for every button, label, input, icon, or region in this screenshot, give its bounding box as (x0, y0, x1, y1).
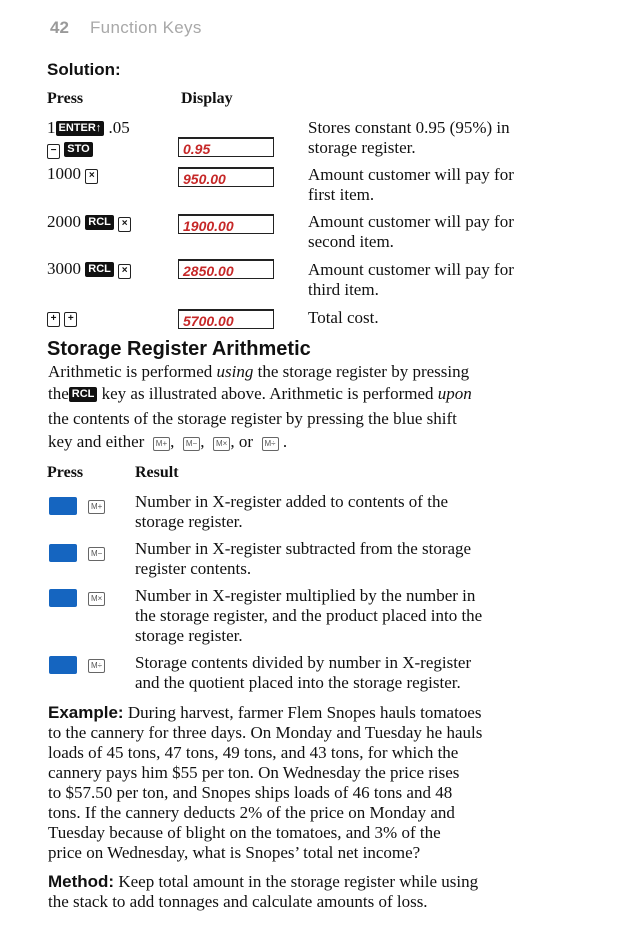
display-value: 5700.00 (178, 309, 274, 329)
storage-paragraph-line-1: Arithmetic is performed using the storage register by pressing (48, 362, 470, 381)
solution-row-5-keys (47, 307, 77, 327)
example-label: Example: (48, 703, 124, 722)
page-header-title: Function Keys (90, 18, 202, 37)
example-line: Tuesday because of blight on the tomatoes, and 3% of the (48, 823, 441, 842)
description-line: Stores constant 0.95 (95%) in (308, 118, 510, 137)
multiply-key: × (118, 264, 131, 279)
example-line: price on Wednesday, what is Snopes’ total net income? (48, 843, 421, 862)
solution-row-1-keys-line2 (47, 139, 93, 159)
result-line: Number in X-register multiplied by the number in (135, 586, 476, 605)
keystroke-number: 2000 (47, 212, 81, 231)
result-line: and the quotient placed into the storage register. (135, 673, 461, 692)
keystroke-number: .05 (108, 118, 130, 137)
example-line: to $57.50 per ton, and Snopes ships loads of 46 tons and 48 (48, 783, 453, 802)
keystroke-number: 1000 (47, 164, 81, 183)
plus-key: + (64, 312, 77, 327)
blue-shift-key (49, 497, 77, 515)
display-column-header: Display (181, 90, 233, 107)
rcl-key: RCL (69, 387, 98, 402)
storage-paragraph-line-2: the RCL key as illustrated above. Arithmetic is performed upon (48, 384, 472, 403)
display-value: 2850.00 (178, 259, 274, 279)
method-label: Method: (48, 872, 115, 891)
keystroke-number: 1 (47, 118, 56, 137)
result-line: Number in X-register subtracted from the storage (135, 539, 472, 558)
description-line: Amount customer will pay for (308, 212, 514, 231)
enter-key: ENTER↑ (56, 121, 105, 136)
example-line: cannery pays him $55 per ton. On Wednesday the price rises (48, 763, 460, 782)
m-multiply-key: M× (213, 437, 230, 451)
description-line: third item. (308, 280, 379, 299)
description-line: Total cost. (308, 308, 379, 327)
plus-key: + (47, 312, 60, 327)
press-column-header: Press (47, 464, 84, 481)
storage-paragraph-line-4: key and either M+ , M− , M× , or M÷ . (48, 432, 288, 451)
m-plus-key: M+ (88, 500, 105, 514)
m-minus-key: M− (88, 547, 105, 561)
description-line: Amount customer will pay for (308, 260, 514, 279)
keystroke-number: 3000 (47, 259, 81, 278)
blue-shift-key (49, 589, 77, 607)
description-line: storage register. (308, 138, 416, 157)
solution-row-4-keys (47, 259, 131, 279)
example-line: loads of 45 tons, 47 tons, 49 tons, and 43 tons, for which the (48, 743, 459, 762)
description-line: second item. (308, 232, 394, 251)
result-line: storage register. (135, 512, 243, 531)
display-value: 0.95 (178, 137, 274, 157)
result-column-header: Result (135, 464, 179, 481)
m-multiply-key: M× (88, 592, 105, 606)
solution-row-2-keys (47, 164, 98, 184)
multiply-key: × (118, 217, 131, 232)
result-line: Storage contents divided by number in X-register (135, 653, 472, 672)
solution-label: Solution: (47, 60, 121, 79)
display-value: 950.00 (178, 167, 274, 187)
blue-shift-key (49, 544, 77, 562)
m-plus-key: M+ (153, 437, 170, 451)
display-value: 1900.00 (178, 214, 274, 234)
solution-row-3-keys (47, 212, 131, 232)
result-line: register contents. (135, 559, 252, 578)
method-line: the stack to add tonnages and calculate amounts of loss. (48, 892, 428, 911)
example-line: to the cannery for three days. On Monday and Tuesday he hauls (48, 723, 483, 742)
storage-paragraph-line-3: the contents of the storage register by pressing the blue shift (48, 409, 457, 428)
press-column-header: Press (47, 90, 84, 107)
m-minus-key: M− (183, 437, 200, 451)
solution-row-1-keys (47, 118, 130, 138)
result-line: Number in X-register added to contents of the (135, 492, 448, 511)
result-line: the storage register, and the product placed into the (135, 606, 483, 625)
rcl-key: RCL (85, 262, 114, 277)
page-number: 42 (50, 18, 69, 37)
minus-key: − (47, 144, 60, 159)
method-line-1: Method: Keep total amount in the storage register while using (48, 872, 479, 891)
example-line-1: Example: During harvest, farmer Flem Snopes hauls tomatoes (48, 703, 482, 722)
description-line: first item. (308, 185, 375, 204)
result-line: storage register. (135, 626, 243, 645)
m-divide-key: M÷ (88, 659, 105, 673)
rcl-key: RCL (85, 215, 114, 230)
blue-shift-key (49, 656, 77, 674)
description-line: Amount customer will pay for (308, 165, 514, 184)
m-divide-key: M÷ (262, 437, 279, 451)
multiply-key: × (85, 169, 98, 184)
section-title: Storage Register Arithmetic (47, 338, 311, 360)
example-line: tons. If the cannery deducts 2% of the price on Monday and (48, 803, 455, 822)
sto-key: STO (64, 142, 92, 157)
